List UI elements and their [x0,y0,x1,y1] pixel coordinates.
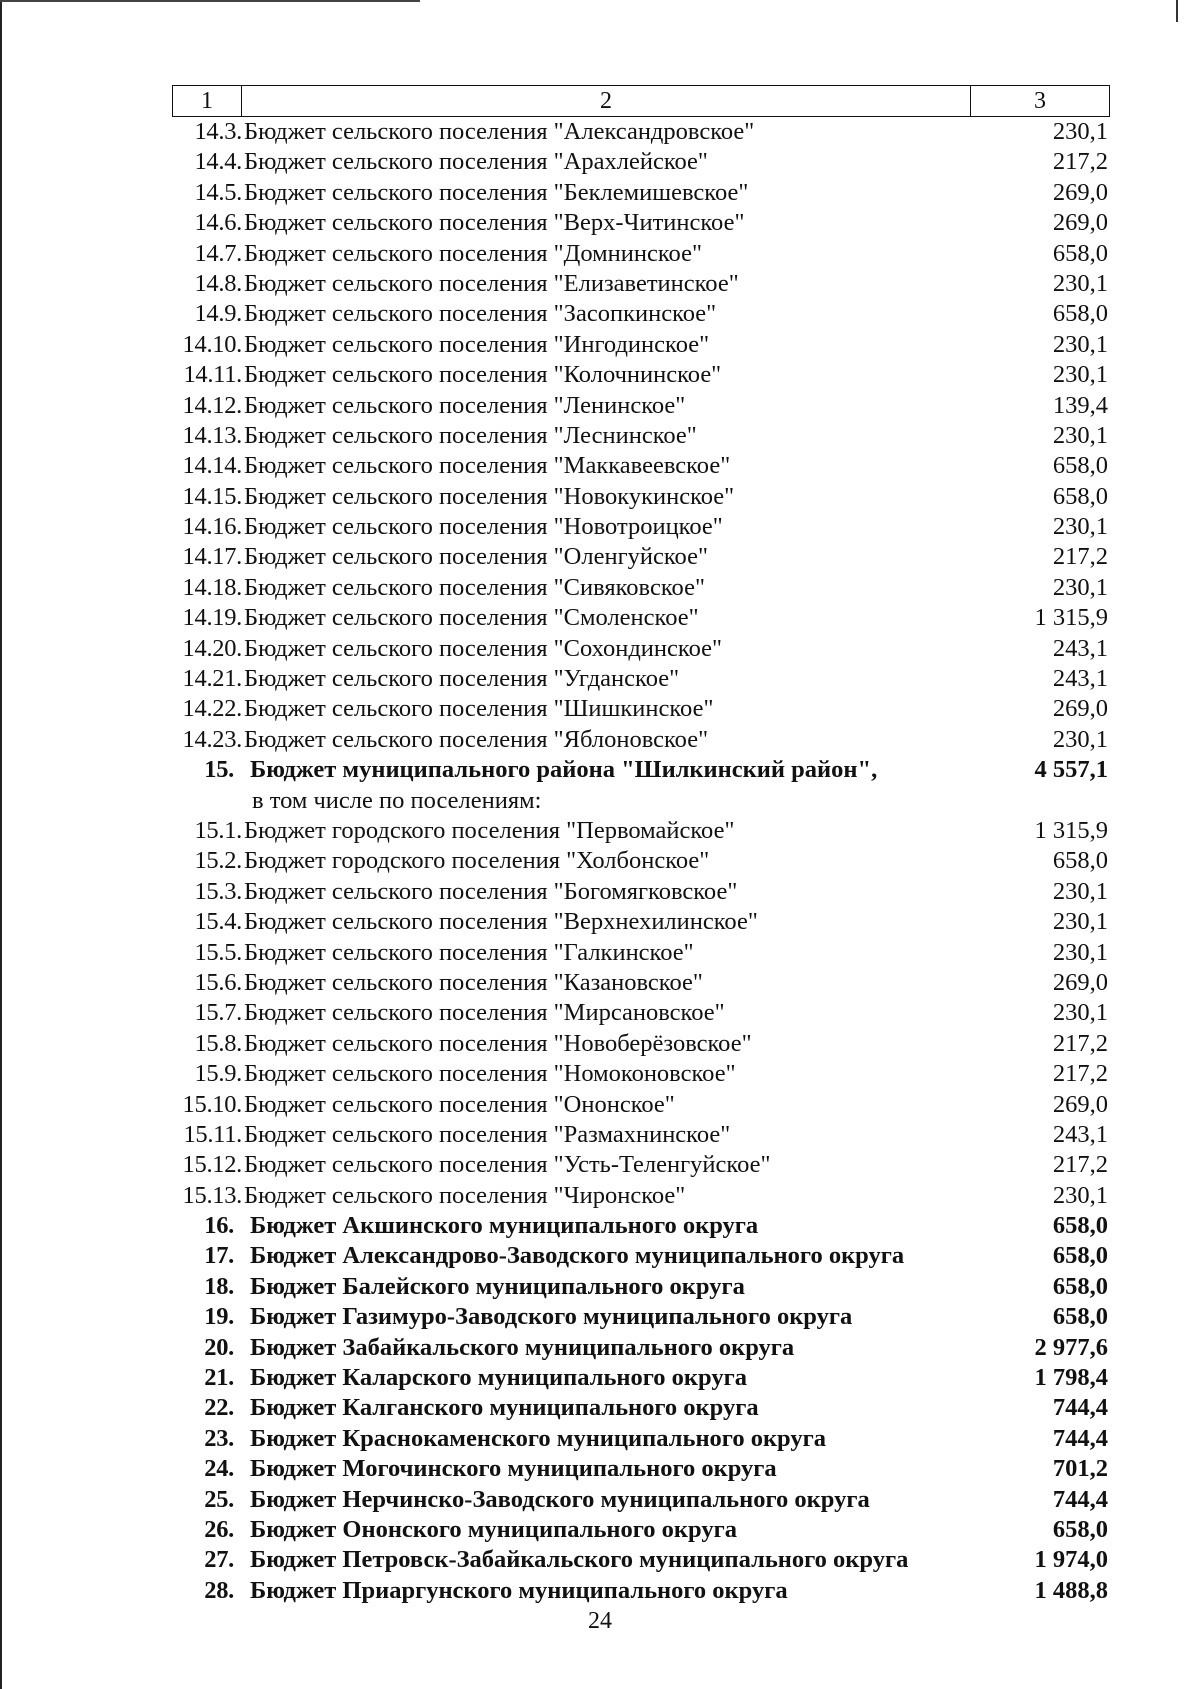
row-name: Бюджет сельского поселения "Усть-Теленгуйское" [244,1151,771,1179]
row-value: 2 977,6 [1034,1333,1108,1361]
row-value: 217,2 [1052,1060,1108,1088]
row-number: 18. [204,1272,234,1300]
row-number: 28. [204,1576,234,1604]
row-name: Бюджет сельского поселения "Елизаветинское" [244,269,739,297]
table-row [172,634,1110,664]
row-name: в том числе по поселениям: [252,786,542,814]
row-value: 269,0 [1052,695,1108,723]
row-value: 217,2 [1052,148,1108,176]
row-value: 230,1 [1052,269,1108,297]
page-scan-edge-right [1176,0,1178,22]
row-name: Бюджет Забайкальского муниципального округа [250,1333,795,1361]
row-number: 14.4. [194,148,242,176]
row-value: 1 315,9 [1034,816,1108,844]
row-number: 15.10. [182,1090,242,1118]
table-row [172,178,1110,208]
row-name: Бюджет сельского поселения "Засопкинское" [244,300,717,328]
row-value: 243,1 [1052,634,1108,662]
row-number: 14.6. [194,209,242,237]
row-name: Бюджет сельского поселения "Казановское" [244,968,703,996]
row-number: 15.4. [194,908,242,936]
row-name: Бюджет сельского поселения "Новотроицкое" [244,513,723,541]
row-number: 14.16. [182,513,242,541]
row-name: Бюджет сельского поселения "Александровское" [244,118,755,145]
row-number: 20. [204,1333,234,1361]
row-value: 658,0 [1052,1303,1108,1331]
row-name: Бюджет сельского поселения "Мирсановское" [244,999,725,1027]
table-row [172,1485,1110,1515]
table-row [172,938,1110,968]
table-row [172,360,1110,390]
row-name: Бюджет Каларского муниципального округа [250,1364,747,1392]
row-number: 14.3. [194,118,242,145]
row-number: 14.10. [182,330,242,358]
page-scan-edge-left [0,0,2,1689]
row-number: 15.13. [182,1181,242,1209]
table-header-row [172,85,1110,117]
row-name: Бюджет Приаргунского муниципального округа [250,1576,788,1604]
row-value: 658,0 [1052,300,1108,328]
budget-table [172,85,1110,1606]
row-number: 15.11. [183,1120,242,1148]
row-value: 1 315,9 [1034,604,1108,632]
row-name: Бюджет сельского поселения "Шишкинское" [244,695,714,723]
row-name: Бюджет сельского поселения "Домнинское" [244,239,702,267]
row-number: 15.3. [194,877,242,905]
row-value: 230,1 [1052,999,1108,1027]
row-number: 14.17. [182,543,242,571]
row-number: 15.5. [194,938,242,966]
row-number: 16. [204,1212,234,1240]
page-number: 24 [588,1608,612,1634]
row-value: 1 488,8 [1034,1576,1108,1604]
row-name: Бюджет Газимуро-Заводского муниципального округа [250,1303,853,1331]
row-value: 269,0 [1052,209,1108,237]
row-name: Бюджет сельского поселения "Угданское" [244,665,680,693]
row-name: Бюджет Ононского муниципального округа [250,1515,737,1543]
table-row [172,968,1110,998]
row-name: Бюджет городского поселения "Холбонское" [244,847,710,875]
row-value: 658,0 [1052,1272,1108,1300]
row-number: 19. [204,1303,234,1331]
row-name: Бюджет сельского поселения "Маккавеевское" [244,452,731,480]
row-number: 14.7. [194,239,242,267]
row-name: Бюджет сельского поселения "Новокукинское" [244,482,735,510]
table-row [172,269,1110,299]
table-row [172,330,1110,360]
table-row [172,391,1110,421]
table-row [172,1211,1110,1241]
header-cell-value: 3 [1034,88,1046,114]
row-number: 14.21. [182,665,242,693]
table-body [172,117,1110,1606]
row-number: 15.1. [194,816,242,844]
row-number: 14.12. [182,391,242,419]
table-row [172,1545,1110,1575]
row-number: 15.2. [194,847,242,875]
table-row [172,1333,1110,1363]
row-value: 1 974,0 [1034,1546,1108,1574]
row-name: Бюджет Петровск-Забайкальского муниципального округа [250,1546,909,1574]
table-row [172,147,1110,177]
table-row [172,1059,1110,1089]
row-name: Бюджет Краснокаменского муниципального округа [250,1424,826,1452]
table-row [172,786,1110,816]
row-name: Бюджет Нерчинско-Заводского муниципального округа [250,1485,870,1513]
row-value: 269,0 [1052,1090,1108,1118]
row-number: 22. [204,1394,234,1422]
row-value: 230,1 [1052,118,1108,145]
row-number [172,786,242,816]
table-row [172,482,1110,512]
table-row [172,755,1110,785]
row-name: Бюджет сельского поселения "Новоберёзовское" [244,1029,752,1057]
row-value: 658,0 [1052,1242,1108,1270]
row-number: 23. [204,1424,234,1452]
header-cell-number: 1 [173,86,242,116]
row-number: 15. [204,756,234,784]
row-name: Бюджет сельского поселения "Беклемишевское" [244,178,749,206]
table-row [172,1150,1110,1180]
row-name: Бюджет Могочинского муниципального округа [250,1455,777,1483]
table-row [172,998,1110,1028]
row-number: 24. [204,1455,234,1483]
row-name: Бюджет сельского поселения "Оленгуйское" [244,543,708,571]
row-number: 14.11. [183,361,242,389]
table-row [172,907,1110,937]
row-name: Бюджет Акшинского муниципального округа [250,1212,759,1240]
table-row [172,1272,1110,1302]
row-value: 658,0 [1052,1212,1108,1240]
row-number: 14.5. [194,178,242,206]
row-value: 658,0 [1052,1515,1108,1543]
table-row [172,1302,1110,1332]
row-number: 15.9. [194,1060,242,1088]
row-name: Бюджет сельского поселения "Галкинское" [244,938,694,966]
table-row [172,1029,1110,1059]
row-value: 658,0 [1052,847,1108,875]
table-row [172,664,1110,694]
row-number: 17. [204,1242,234,1270]
row-name: Бюджет сельского поселения "Номоконовское" [244,1060,736,1088]
row-name: Бюджет сельского поселения "Леснинское" [244,421,697,449]
row-number: 15.7. [194,999,242,1027]
row-value: 4 557,1 [1034,756,1108,784]
row-number: 14.8. [194,269,242,297]
table-row [172,512,1110,542]
table-row [172,1393,1110,1423]
row-number: 14.18. [182,573,242,601]
header-cell-name: 2 [242,86,971,116]
row-name: Бюджет сельского поселения "Богомягковское" [244,877,738,905]
row-name: Бюджет сельского поселения "Верхнехилинское" [244,908,758,936]
table-row [172,542,1110,572]
table-row [172,1424,1110,1454]
row-name: Бюджет сельского поселения "Верх-Читинское" [244,209,745,237]
row-number: 14.9. [194,300,242,328]
row-number: 14.15. [182,482,242,510]
table-row [172,421,1110,451]
row-number: 14.20. [182,634,242,662]
row-name: Бюджет сельского поселения "Ингодинское" [244,330,710,358]
row-value: 658,0 [1052,452,1108,480]
table-row [172,816,1110,846]
row-number: 27. [204,1546,234,1574]
row-number: 14.19. [182,604,242,632]
row-value: 230,1 [1052,330,1108,358]
row-name: Бюджет Калганского муниципального округа [250,1394,759,1422]
row-value: 744,4 [1052,1424,1108,1452]
row-name: Бюджет сельского поселения "Сохондинское" [244,634,722,662]
row-value [998,786,1110,816]
table-row [172,1120,1110,1150]
table-row [172,877,1110,907]
row-value: 230,1 [1052,877,1108,905]
table-row [172,603,1110,633]
row-value: 269,0 [1052,968,1108,996]
row-value: 217,2 [1052,1029,1108,1057]
row-value: 230,1 [1052,513,1108,541]
row-value: 217,2 [1052,1151,1108,1179]
row-value: 744,4 [1052,1394,1108,1422]
table-row [172,1515,1110,1545]
table-row [172,1241,1110,1271]
row-number: 25. [204,1485,234,1513]
row-value: 230,1 [1052,573,1108,601]
row-value: 230,1 [1052,725,1108,753]
row-number: 26. [204,1515,234,1543]
row-value: 139,4 [1052,391,1108,419]
table-row [172,1576,1110,1606]
row-value: 243,1 [1052,1120,1108,1148]
row-value: 701,2 [1052,1455,1108,1483]
row-name: Бюджет сельского поселения "Яблоновское" [244,725,709,753]
row-value: 243,1 [1052,665,1108,693]
table-row [172,1181,1110,1211]
table-row [172,573,1110,603]
row-number: 15.6. [194,968,242,996]
row-value: 1 798,4 [1034,1364,1108,1392]
row-name: Бюджет муниципального района "Шилкинский район", [250,756,878,784]
row-name: Бюджет сельского поселения "Размахнинское" [244,1120,731,1148]
row-number: 14.13. [182,421,242,449]
table-row [172,451,1110,481]
row-value: 230,1 [1052,361,1108,389]
table-row [172,117,1110,147]
table-row [172,299,1110,329]
row-name: Бюджет Александрово-Заводского муниципального округа [250,1242,905,1270]
row-number: 15.12. [182,1151,242,1179]
row-value: 269,0 [1052,178,1108,206]
table-row [172,694,1110,724]
row-number: 14.23. [182,725,242,753]
row-value: 230,1 [1052,1181,1108,1209]
row-name: Бюджет сельского поселения "Смоленское" [244,604,699,632]
row-name: Бюджет сельского поселения "Ленинское" [244,391,686,419]
row-name: Бюджет городского поселения "Первомайское" [244,816,735,844]
table-row [172,725,1110,755]
table-row [172,208,1110,238]
table-row [172,846,1110,876]
row-name: Бюджет сельского поселения "Колочнинское" [244,361,722,389]
row-name: Бюджет Балейского муниципального округа [250,1272,745,1300]
page-scan-edge-top [0,0,420,2]
row-value: 217,2 [1052,543,1108,571]
row-name: Бюджет сельского поселения "Арахлейское" [244,148,708,176]
table-row [172,1454,1110,1484]
table-row [172,1090,1110,1120]
row-value: 658,0 [1052,239,1108,267]
row-value: 230,1 [1052,908,1108,936]
row-number: 14.14. [182,452,242,480]
row-name: Бюджет сельского поселения "Ононское" [244,1090,675,1118]
row-name: Бюджет сельского поселения "Чиронское" [244,1181,686,1209]
row-value: 230,1 [1052,421,1108,449]
row-number: 21. [204,1364,234,1392]
row-number: 15.8. [194,1029,242,1057]
row-value: 744,4 [1052,1485,1108,1513]
row-number: 14.22. [182,695,242,723]
table-row [172,239,1110,269]
table-row [172,1363,1110,1393]
row-name: Бюджет сельского поселения "Сивяковское" [244,573,705,601]
row-value: 230,1 [1052,938,1108,966]
row-value: 658,0 [1052,482,1108,510]
